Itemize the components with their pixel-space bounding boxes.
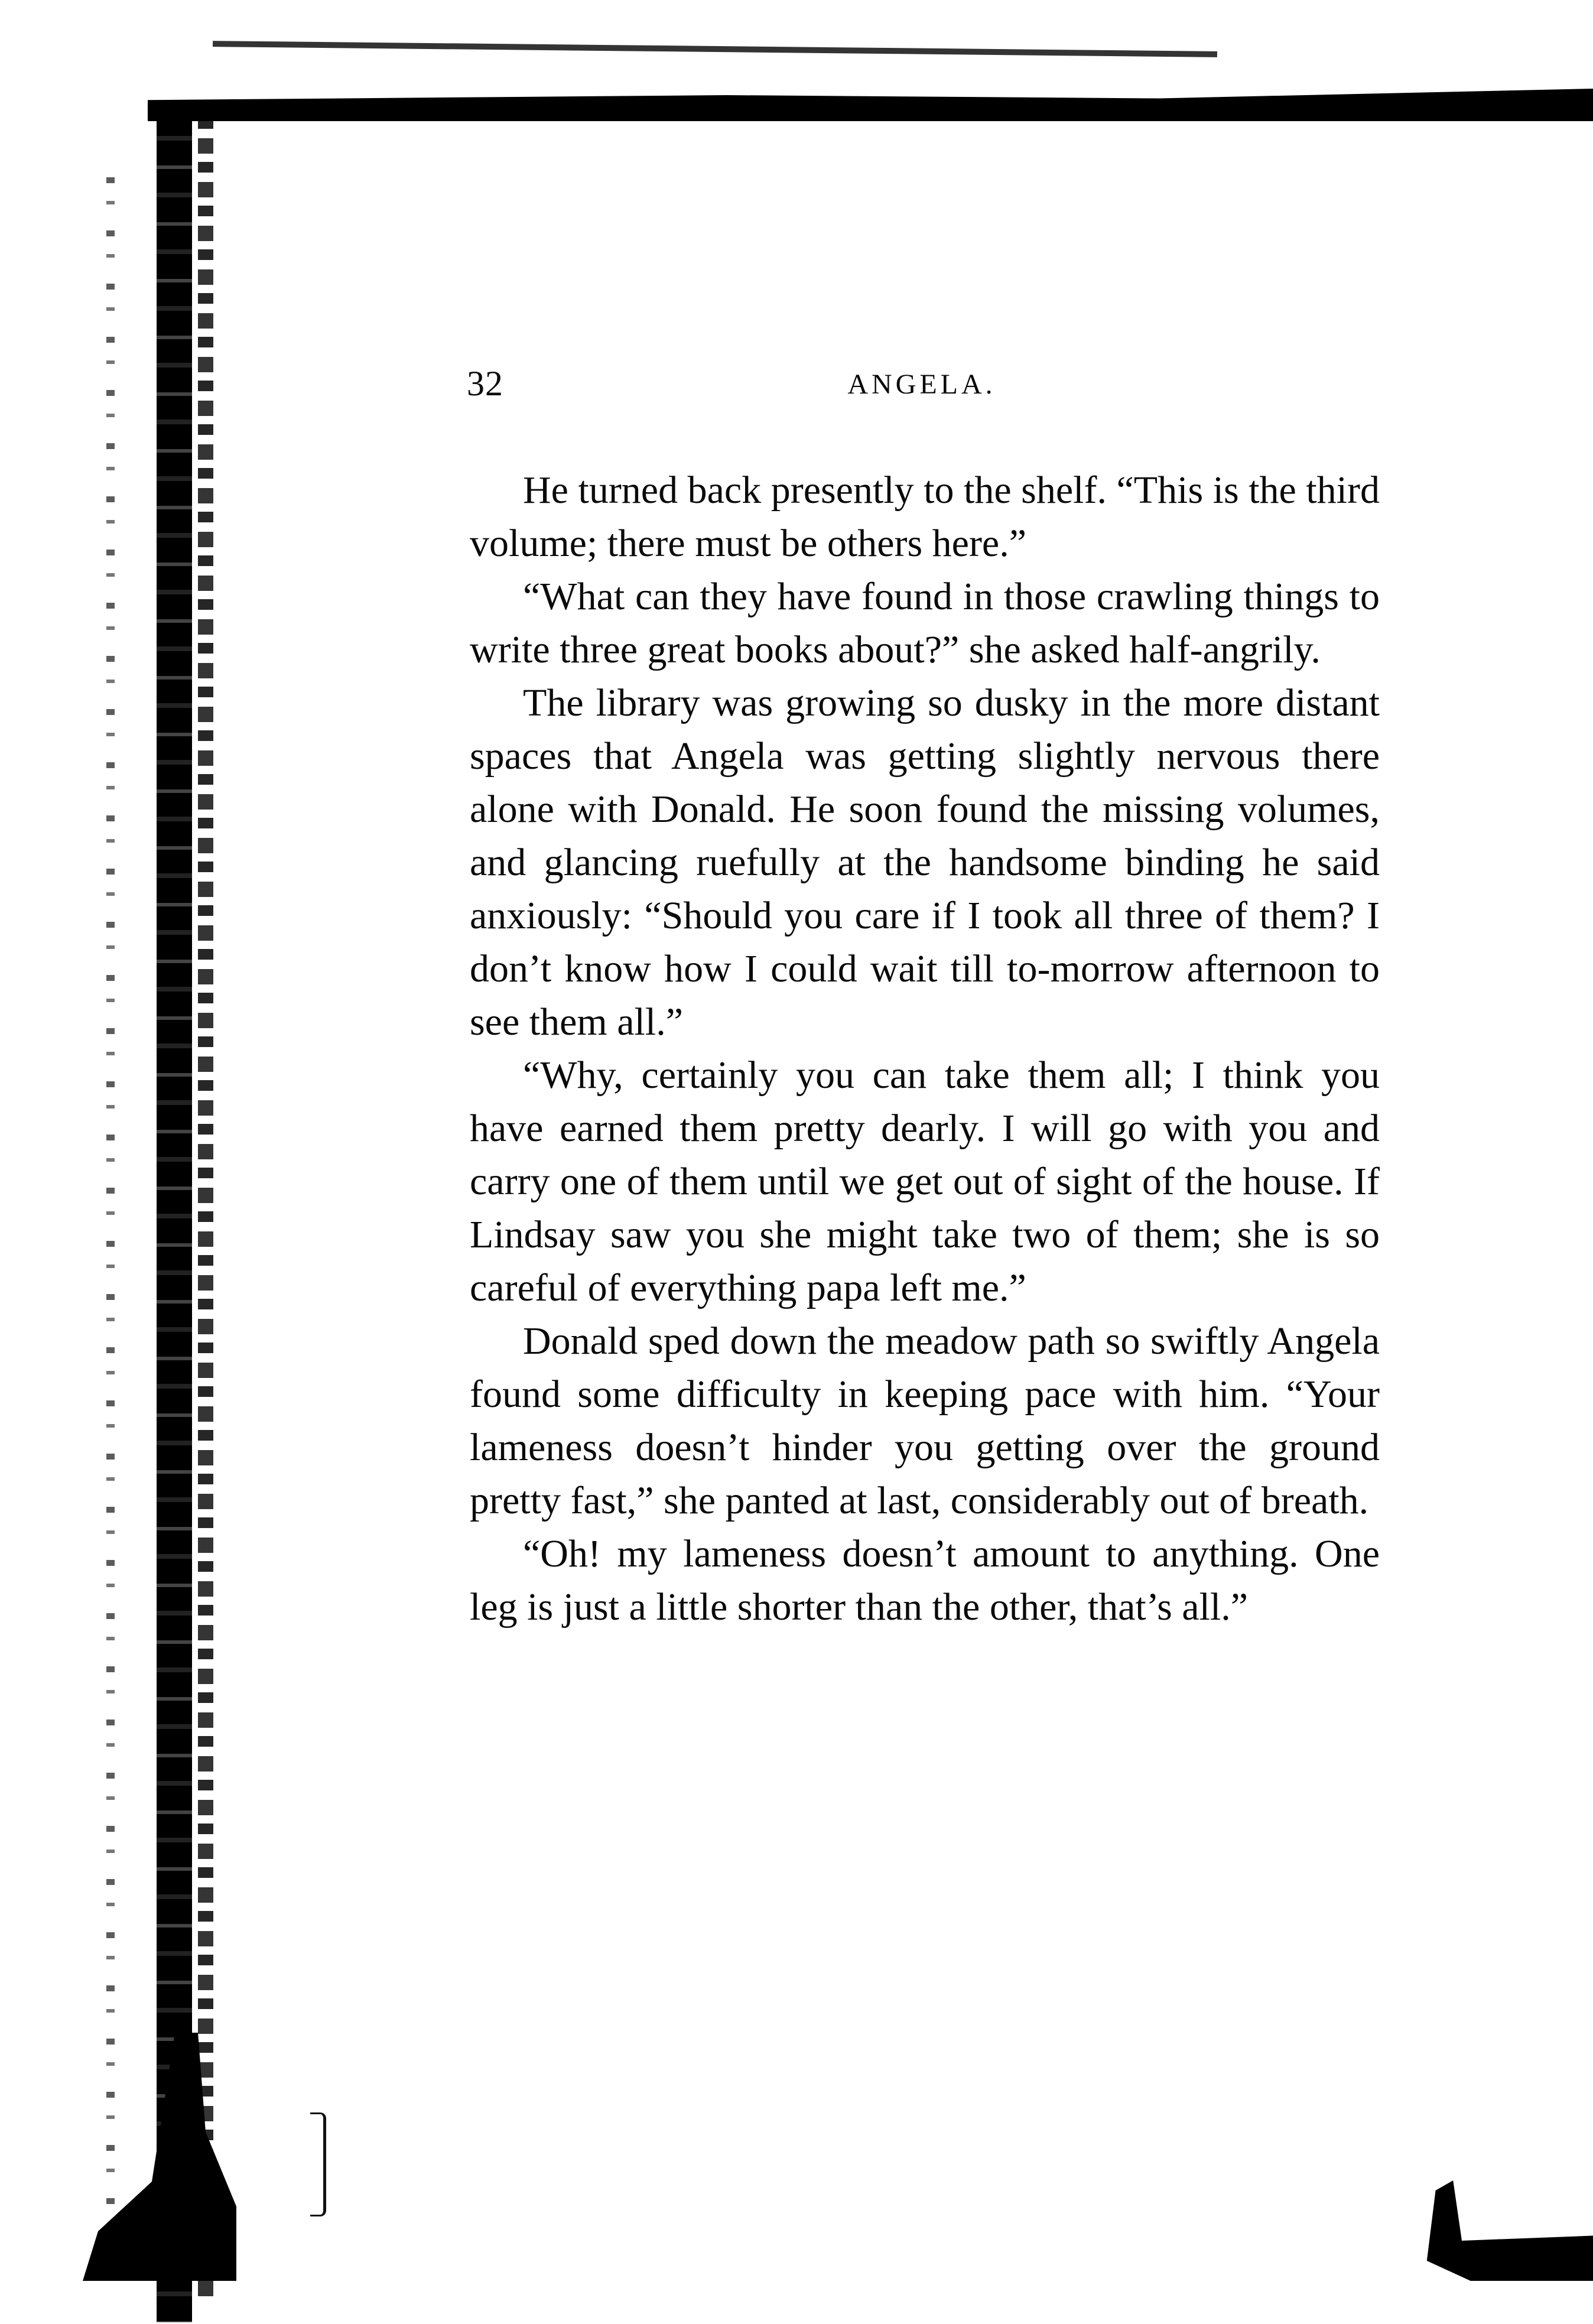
scan-blot-bottom-right <box>1418 2180 1593 2281</box>
running-head <box>467 363 1377 411</box>
paragraph: He turned back presently to the shelf. “This is the third volume; there must be others here.” <box>470 469 1380 565</box>
page-number: 32 <box>467 364 503 403</box>
scan-binding-edge-left <box>157 112 192 2322</box>
paragraph: “Oh! my lameness doesn’t amount to anything. One leg is just a little shorter than the other, that’s all.” <box>470 1532 1380 1629</box>
paragraph: Donald sped down the meadow path so swiftly Angela found some difficulty in keeping pace with him. “Your lameness doesn’t hinder you getting over the ground pretty fast,” she panted at last, considerably out of breath. <box>470 1319 1380 1522</box>
scan-mark-bracket <box>310 2112 326 2216</box>
running-title: ANGELA. <box>847 369 996 400</box>
scan-binding-edge-top <box>148 89 1593 121</box>
scan-gutter-noise <box>106 177 115 2216</box>
paragraph: “What can they have found in those crawling things to write three great books about?” she asked half-angrily. <box>470 575 1380 671</box>
body-text <box>470 464 1380 1634</box>
paragraph: “Why, certainly you can take them all; I think you have earned them pretty dearly. I will go with you and carry one of them until we get out of sight of the house. If Lindsay saw you she might take two of them; she is so careful of everything papa left me.” <box>470 1054 1380 1309</box>
paragraph: The library was growing so dusky in the more distant spaces that Angela was getting slightly nervous there alone with Donald. He soon found the missing volumes, and glancing ruefully at the handsome binding he said anxiously: “Should you care if I took all three of them? I don’t know how I could wait till to-morrow afternoon to see them all.” <box>470 681 1380 1044</box>
scan-edge-thin <box>213 41 1217 57</box>
scan-gutter-inner <box>198 118 213 2305</box>
